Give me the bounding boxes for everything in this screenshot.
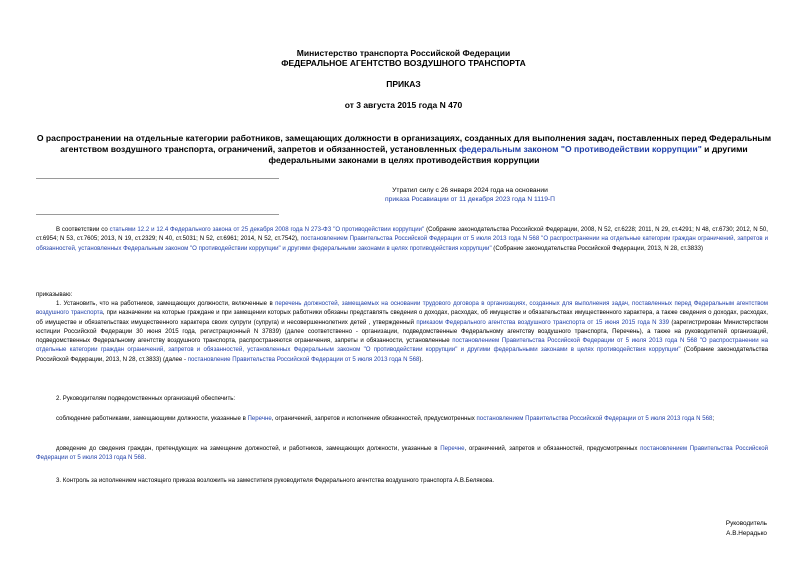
decree-568-link-3[interactable]: постановлением Правительства Российской Федерации от 5 июля 2013 года N 568 <box>36 445 768 462</box>
positions-list-link[interactable]: перечень должностей, замещаемых на основании трудового договора в организациях, созданных для выполнения задач, поставленных перед Федеральным агентством воздушного транспорта <box>36 300 768 317</box>
item-2a-text-1: соблюдение работниками, замещающими должности, указанные в <box>56 415 248 422</box>
item-3-paragraph: 3. Контроль за исполнением настоящего приказа возложить на заместителя руководителя Федерального агентства воздушного транспорта А.В.Белякова. <box>56 477 495 484</box>
item-2b-paragraph <box>36 444 768 463</box>
government-decree-link[interactable]: постановлением Правительства Российской Федерации от 5 июля 2013 года N 568 "О распространении на отдельные категории граждан ограничений, запретов и обязанностей, установленных Федеральным законом "О противодействии коррупции" и другими федеральными законами в целях противодействия коррупции" <box>36 235 768 252</box>
signatory-role: Руководитель <box>725 520 767 527</box>
item-2-paragraph: 2. Руководителям подведомственных организаций обеспечить: <box>56 395 236 402</box>
document-date-number: от 3 августа 2015 года N 470 <box>344 100 463 110</box>
preamble-text-1: В соответствии со <box>56 226 110 233</box>
item-2b-text-3: . <box>144 454 147 462</box>
document-type: ПРИКАЗ <box>386 79 421 89</box>
item-2a-text-3: ; <box>712 415 715 422</box>
bottom-divider <box>36 214 279 215</box>
item-2b-text-2: , ограничений, запретов и обязанностей, предусмотренных <box>464 445 641 452</box>
document-title <box>36 133 772 166</box>
status-note <box>280 187 660 204</box>
repeal-order-link[interactable]: приказа Росавиации от 11 декабря 2023 года N 1119-П <box>385 195 555 203</box>
item-1-paragraph <box>36 299 768 364</box>
federal-law-link[interactable]: федеральным законом "О противодействии коррупции" <box>458 144 702 154</box>
decree-568-full-link[interactable]: постановлением Правительства Российской Федерации от 5 июля 2013 года N 568 "О распространении на отдельные категории граждан ограничений, запретов и обязанностей, установленных Федеральным законом "О противодействии коррупции" и другими федеральными законами в целях противодействия коррупции" <box>36 337 769 354</box>
item-2b-text-1: доведение до сведения граждан, претендующих на замещение должностей, и работников, замещающих должности, указанные в <box>56 445 441 452</box>
preamble-text-2: (Собрание законодательства Российской Федерации, 2008, N 52, ст.6228; 2011, N 29, ст.4291; N 48, ст.6730; 2012, N 50, ст.6954; N 53, ст.7605; 2013, N 19, ст.2329; N 40, ст.5031; N 52, ст.6961; 2014, N 52, ст.7542), <box>36 226 768 243</box>
list-link-1[interactable]: Перечне <box>247 415 272 422</box>
preamble-paragraph <box>36 225 768 253</box>
decree-568-link-2[interactable]: постановлением Правительства Российской Федерации от 5 июля 2013 года N 568 <box>476 415 713 422</box>
item-1-text-1: 1. Установить, что на работников, замещающих должности, включенные в <box>56 300 276 307</box>
item-1-text-3: (зарегистрирован Министерством юстиции Российской Федерации 30 июня 2015 года, регистрационный N 37839) (далее соответственно - организации, подведомственные Федеральному агентству воздушного транспорта, Перечень), а также на руководителей организаций, подведомственных Федеральному агентству воздушного транспорта, распространяются ограничения, запреты и обязанности, установленные <box>36 318 768 345</box>
item-2a-paragraph <box>36 414 768 423</box>
item-2a-text-2: , ограничений, запретов и исполнение обязанностей, предусмотренных <box>271 415 477 422</box>
title-text-2: и другими федеральными законами в целях противодействия коррупции <box>268 144 748 165</box>
ministry-name: Министерство транспорта Российской Федерации <box>296 48 511 58</box>
item-1-text-4: (Собрание законодательства Российской Федерации, 2013, N 28, ст.3833) (далее - <box>36 346 769 363</box>
decree-568-short-link[interactable]: постановление Правительства Российской Федерации от 5 июля 2013 года N 568 <box>187 355 420 363</box>
order-word: приказываю: <box>36 291 73 298</box>
item-1-text-5: ). <box>419 355 424 363</box>
preamble-text-3: (Собрание законодательства Российской Федерации, 2013, N 28, ст.3833) <box>491 244 703 252</box>
law-articles-link[interactable]: статьями 12.2 и 12.4 Федерального закона от 25 декабря 2008 года N 273-ФЗ "О противодействии коррупции" <box>109 226 425 233</box>
item-1-text-2: , при назначении на которые граждане и при замещении которых работники обязаны представлять сведения о доходах, расходах, об имуществе и обязательствах имущественного характера, а также сведения о доходах, расходах, об имуществе и обязательствах имущественного характера своих супруги (супруга) и несовершеннолетних детей , утвержденный <box>36 309 768 326</box>
agency-name: ФЕДЕРАЛЬНОЕ АГЕНТСТВО ВОЗДУШНОГО ТРАНСПОРТА <box>281 58 526 68</box>
list-link-2[interactable]: Перечне <box>440 445 465 452</box>
title-text-1: О распространении на отдельные категории работников, замещающих должности в организациях, созданных для выполнения задач, поставленных перед Федеральным агентством воздушного транспорта, ограничений, запретов и обязанностей, установленных <box>36 133 772 154</box>
signature-block <box>726 519 767 538</box>
status-text: Утратил силу с 26 января 2024 года на основании <box>392 187 548 194</box>
agency-order-339-link[interactable]: приказом Федерального агентства воздушного транспорта от 15 июня 2015 года N 339 <box>416 318 670 326</box>
signatory-name: А.В.Нерадько <box>726 529 767 537</box>
top-divider <box>36 178 279 179</box>
